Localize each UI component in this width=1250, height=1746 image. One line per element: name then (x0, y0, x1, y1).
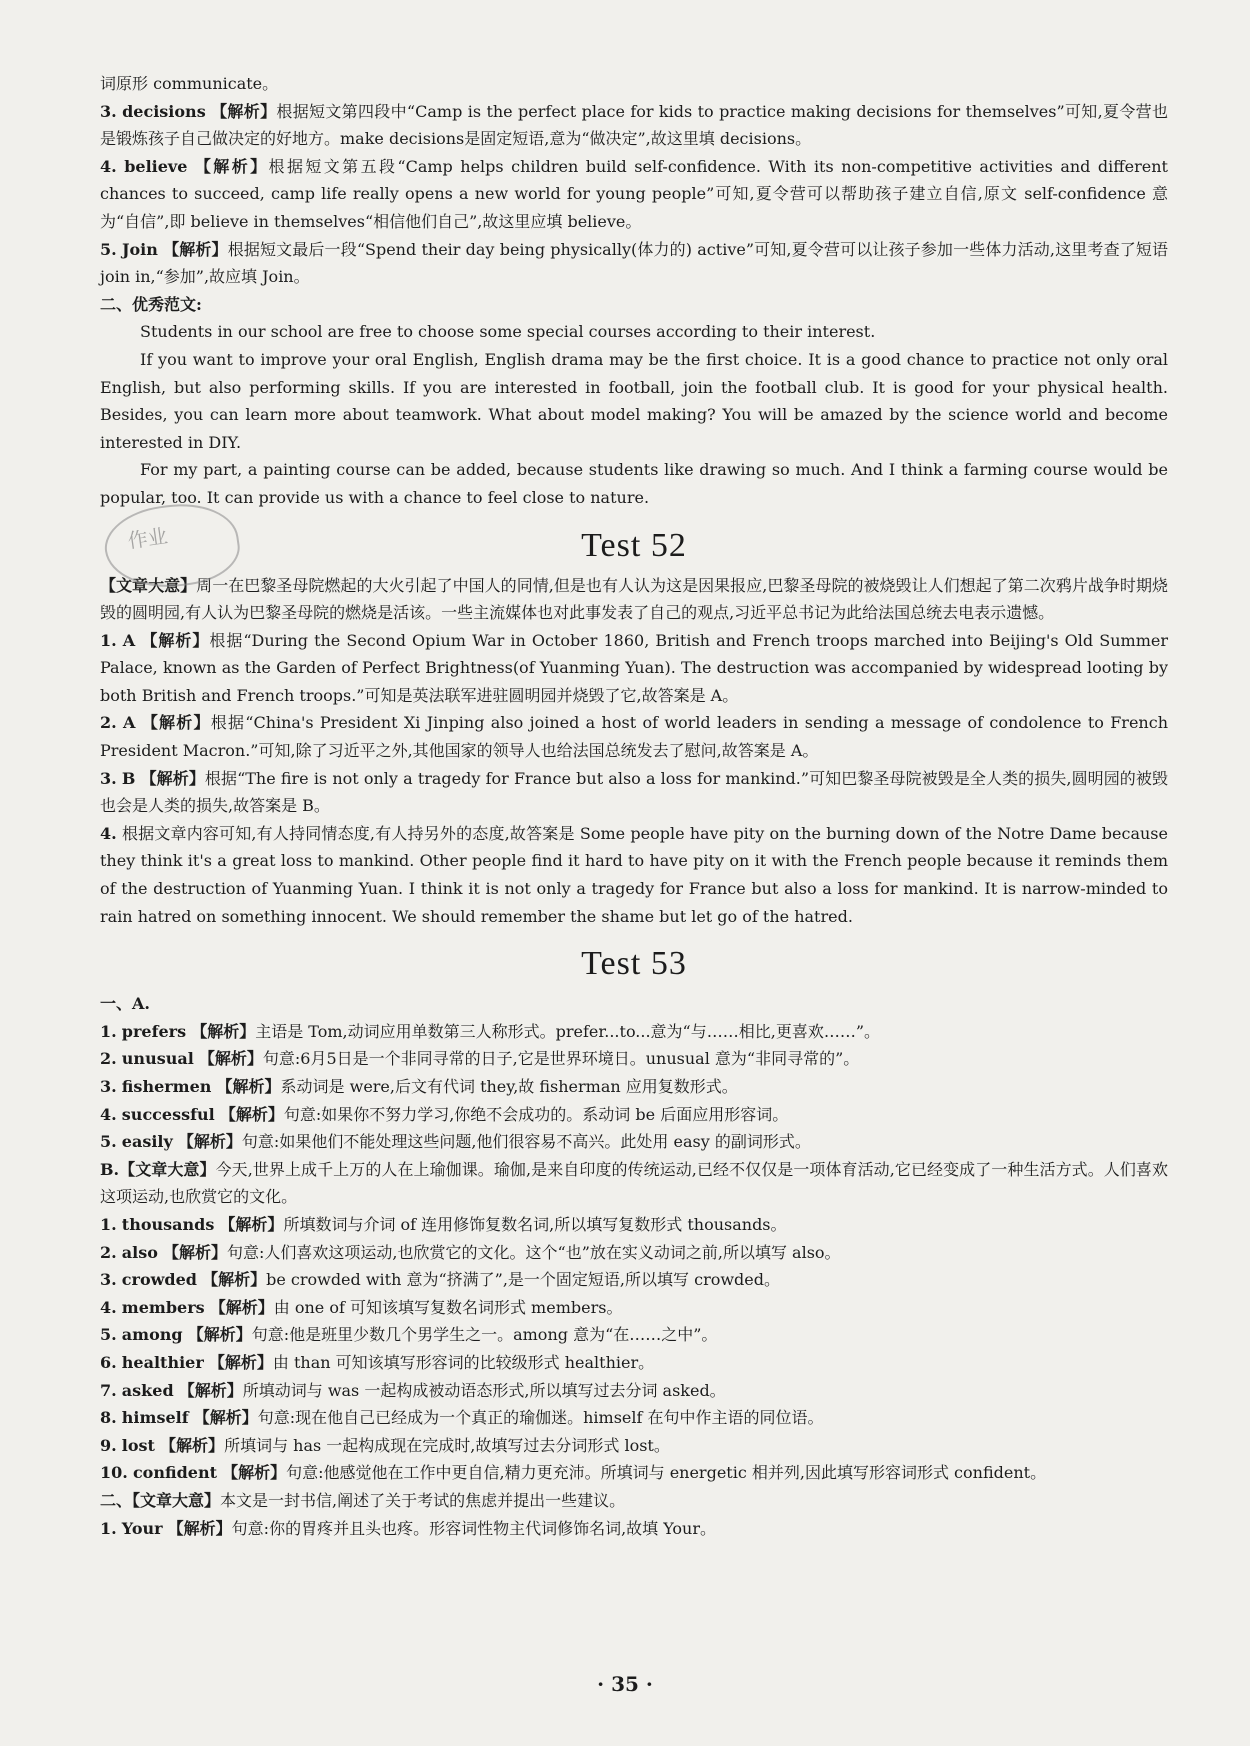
test53-partA-heading: 一、A. (100, 994, 150, 1014)
answer-text: 根据“The fire is not only a tragedy for France but also a loss for mankind.”可知巴黎圣母院被毁是全人类的损失,圆明园的被毁也会是人类的损失,故答案是 B。 (100, 768, 1168, 816)
answer-text: 由 than 可知该填写形容词的比较级形式 healthier。 (272, 1352, 655, 1372)
answer-tag: 【解析】 (219, 1214, 284, 1234)
answer-no: 2. (100, 1242, 117, 1262)
answer-text: 由 one of 可知该填写复数名词形式 members。 (273, 1297, 623, 1317)
answer-no: 1. (100, 1214, 117, 1234)
answer-no: 1. (100, 630, 117, 650)
answer-item (100, 1432, 1168, 1460)
essay-paragraph: If you want to improve your oral English, English drama may be the first choice. It is a good chance to practice not only oral English, but also performing skills. If you are interested in football, join the football club. It is good for your physical health. Besides, you can learn more about teamwork. What about model making? You will be amazed by the science world and become interested in DIY. (100, 349, 1168, 452)
answer-no: 2. (100, 1049, 117, 1069)
answer-ans: decisions (122, 101, 206, 121)
answer-page (100, 70, 1168, 1542)
answer-tag: 【解析】 (209, 1297, 274, 1317)
answer-item (100, 765, 1168, 820)
answer-tag: 【解析】 (167, 1518, 232, 1538)
stamp-logo: 作业 (100, 496, 244, 596)
answer-text: 所填词与 has 一起构成现在完成时,故填写过去分词形式 lost。 (224, 1435, 670, 1455)
answer-item (100, 1211, 1168, 1239)
answer-item (100, 1073, 1168, 1101)
test53-partB-summary: B.【文章大意】今天,世界上成千上万的人在上瑜伽课。瑜伽,是来自印度的传统运动,已经不仅仅是一项体育活动,它已经变成了一种生活方式。人们喜欢这项运动,也欣赏它的文化。 (100, 1159, 1168, 1207)
answer-text: 句意:人们喜欢这项运动,也欣赏它的文化。这个“也”放在实义动词之前,所以填写 also。 (227, 1242, 841, 1262)
answer-tag: 【解析】 (222, 1463, 287, 1483)
answer-ans: asked (121, 1380, 174, 1400)
answer-tag: 【解析】 (187, 1325, 252, 1345)
model-essay (100, 318, 1168, 511)
answer-text: be crowded with 意为“挤满了”,是一个固定短语,所以填写 crowded。 (266, 1270, 780, 1290)
answer-ans: Your (121, 1518, 163, 1538)
answer-no: 3. (100, 1270, 117, 1290)
answer-no: 5. (100, 1325, 117, 1345)
answer-no: 4. (100, 823, 117, 843)
answer-text: 句意:你的胃疼并且头也疼。形容词性物主代词修饰名词,故填 Your。 (231, 1518, 716, 1538)
answer-ans: thousands (121, 1214, 215, 1234)
answer-text: 所填数词与介词 of 连用修饰复数名词,所以填写复数形式 thousands。 (283, 1214, 787, 1234)
answer-no: 1. (100, 1021, 117, 1041)
answer-no: 5. (100, 1132, 117, 1152)
answer-tag: 【解析】 (211, 101, 277, 121)
answer-tag: 【解析】 (193, 1408, 258, 1428)
answer-item (100, 1045, 1168, 1073)
page-number: · 35 · (597, 1672, 653, 1696)
answer-no: 10. (100, 1463, 128, 1483)
answer-text: 所填动词与 was 一起构成被动语态形式,所以填写过去分词 asked。 (242, 1380, 726, 1400)
continuation-line: 词原形 communicate。 (100, 74, 279, 93)
answer-item (100, 153, 1168, 236)
test53-title: Test 53 (581, 945, 687, 983)
answer-item (100, 1294, 1168, 1322)
test53-part2-summary: 二、【文章大意】本文是一封书信,阐述了关于考试的焦虑并提出一些建议。 (100, 1490, 626, 1510)
answer-ans: crowded (121, 1270, 197, 1290)
answer-tag: 【解析】 (178, 1380, 243, 1400)
answer-tag: 【解析】 (208, 1352, 273, 1372)
answer-item (100, 1404, 1168, 1432)
answer-ans: successful (121, 1104, 215, 1124)
answer-item (100, 820, 1168, 930)
answer-text: 根据短文最后一段“Spend their day being physically(体力的) active”可知,夏令营可以让孩子参加一些体力活动,这里考查了短语 join in,“参加”,故应填 Join。 (100, 239, 1168, 287)
answer-no: 3. (100, 101, 117, 121)
test53-partA-items (100, 1018, 1168, 1156)
answer-item (100, 1377, 1168, 1405)
answer-text: 句意:如果你不努力学习,你绝不会成功的。系动词 be 后面应用形容词。 (283, 1104, 789, 1124)
answer-tag: 【解析】 (140, 768, 205, 788)
answer-tag: 【解析】 (219, 1104, 284, 1124)
answer-tag: 【解析】 (160, 1435, 225, 1455)
test53-part2-items (100, 1515, 1168, 1543)
answer-item (100, 1101, 1168, 1129)
test52-items (100, 627, 1168, 931)
answer-text: 句意:6月5日是一个非同寻常的日子,它是世界环境日。unusual 意为“非同寻常的”。 (262, 1049, 860, 1069)
answer-tag: 【解析】 (177, 1132, 242, 1152)
answer-tag: 【解析】 (194, 156, 269, 176)
answer-no: 2. (100, 713, 117, 733)
answer-item (100, 236, 1168, 291)
answer-ans: among (121, 1325, 183, 1345)
essay-paragraph: For my part, a painting course can be added, because students like drawing so much. And I think a farming course would be popular, too. It can provide us with a chance to feel close to nature. (100, 460, 1168, 507)
test52-title: Test 52 (581, 526, 687, 564)
answer-item (100, 1128, 1168, 1156)
answer-no: 4. (100, 1297, 117, 1317)
section1-items (100, 98, 1168, 291)
answer-no: 7. (100, 1380, 117, 1400)
answer-text: 根据文章内容可知,有人持同情态度,有人持另外的态度,故答案是 Some people have pity on the burning down of the Notre Dame because they think it's a great loss to mankind. Other people find it hard to have pity on it with the French people because it reminds them of the destruction of Yuanming Yuan. I think it is not only a tragedy for France but also a loss for mankind. It is narrow-minded to rain hatred on something innocent. We should remember the shame but let go of the hatred. (100, 823, 1168, 926)
answer-no: 5. (100, 239, 117, 259)
test53-partB-items (100, 1211, 1168, 1487)
answer-item (100, 1266, 1168, 1294)
answer-no: 3. (100, 768, 117, 788)
answer-ans: B (121, 768, 136, 788)
answer-tag: 【解析】 (163, 1242, 228, 1262)
answer-item (100, 1018, 1168, 1046)
answer-tag: 【解析】 (202, 1270, 267, 1290)
answer-no: 6. (100, 1352, 117, 1372)
answer-ans: unusual (121, 1049, 194, 1069)
answer-text: 根据“China's President Xi Jinping also joined a host of world leaders in sending a message of condolence to French President Macron.”可知,除了习近平之外,其他国家的领导人也给法国总统发去了慰问,故答案是 A。 (100, 713, 1168, 761)
answer-tag: 【解析】 (216, 1077, 281, 1096)
answer-item (100, 627, 1168, 710)
answer-text: 主语是 Tom,动词应用单数第三人称形式。prefer...to...意为“与……相比,更喜欢……”。 (255, 1021, 880, 1041)
answer-item (100, 1459, 1168, 1487)
answer-text: 句意:他感觉他在工作中更自信,精力更充沛。所填词与 energetic 相并列,因此填写形容词形式 confident。 (286, 1463, 1047, 1483)
answer-item (100, 98, 1168, 153)
answer-text: 句意:现在他自己已经成为一个真正的瑜伽迷。himself 在句中作主语的同位语。 (257, 1408, 824, 1428)
answer-no: 1. (100, 1518, 117, 1538)
answer-ans: healthier (121, 1352, 204, 1372)
answer-ans: lost (121, 1435, 155, 1455)
answer-no: 8. (100, 1408, 117, 1428)
answer-ans: fishermen (121, 1077, 212, 1096)
answer-ans: A (122, 630, 136, 650)
answer-item (100, 709, 1168, 764)
answer-ans: believe (124, 156, 188, 176)
answer-text: 根据“During the Second Opium War in October 1860, British and French troops marched into Beijing's Old Summer Palace, known as the Garden of Perfect Brightness(of Yuanming Yuan). The destruction was accompanied by widespread looting by both British and French troops.”可知是英法联军进驻圆明园并烧毁了它,故答案是 A。 (100, 630, 1168, 705)
answer-tag: 【解析】 (141, 630, 210, 650)
answer-text: 系动词是 were,后文有代词 they,故 fisherman 应用复数形式。 (280, 1077, 738, 1096)
answer-ans: members (121, 1297, 205, 1317)
answer-ans: Join (121, 239, 158, 259)
answer-item (100, 1321, 1168, 1349)
answer-tag: 【解析】 (163, 239, 228, 259)
answer-item (100, 1239, 1168, 1267)
answer-text: 句意:他是班里少数几个男学生之一。among 意为“在……之中”。 (251, 1325, 718, 1345)
answer-ans: confident (132, 1463, 218, 1483)
essay-paragraph: Students in our school are free to choose some special courses according to their interest. (140, 322, 876, 342)
answer-no: 9. (100, 1435, 117, 1455)
answer-text: 根据短文第五段“Camp helps children build self-confidence. With its non-competitive activities and different chances to succeed, camp life really opens a new world for young people”可知,夏令营可以帮助孩子建立自信,原文 self-confidence 意为“自信”,即 believe in themselves“相信他们自己”,故这里应填 believe。 (100, 156, 1168, 231)
answer-no: 4. (100, 156, 117, 176)
answer-item (100, 1349, 1168, 1377)
answer-tag: 【解析】 (191, 1021, 256, 1041)
answer-tag: 【解析】 (198, 1049, 263, 1069)
answer-ans: A (123, 713, 136, 733)
answer-item (100, 1515, 1168, 1543)
answer-ans: himself (121, 1408, 189, 1428)
test52-summary: 【文章大意】周一在巴黎圣母院燃起的大火引起了中国人的同情,但是也有人认为这是因果报应,巴黎圣母院的被烧毁让人们想起了第二次鸦片战争时期烧毁的圆明园,有人认为巴黎圣母院的燃烧是活该。一些主流媒体也对此事发表了自己的观点,习近平总书记为此给法国总统去电表示遗憾。 (100, 575, 1168, 623)
answer-ans: easily (121, 1132, 173, 1152)
essay-heading: 二、优秀范文: (100, 294, 202, 314)
answer-ans: also (121, 1242, 158, 1262)
answer-text: 句意:如果他们不能处理这些问题,他们很容易不高兴。此处用 easy 的副词形式。 (241, 1132, 811, 1152)
answer-no: 4. (100, 1104, 117, 1124)
answer-tag: 【解析】 (141, 713, 211, 733)
answer-text: 根据短文第四段中“Camp is the perfect place for kids to practice making decisions for themselves”可知,夏令营也是锻炼孩子自己做决定的好地方。make decisions是固定短语,意为“做决定”,故这里填 decisions。 (100, 101, 1168, 149)
answer-ans: prefers (121, 1021, 187, 1041)
answer-no: 3. (100, 1077, 117, 1096)
